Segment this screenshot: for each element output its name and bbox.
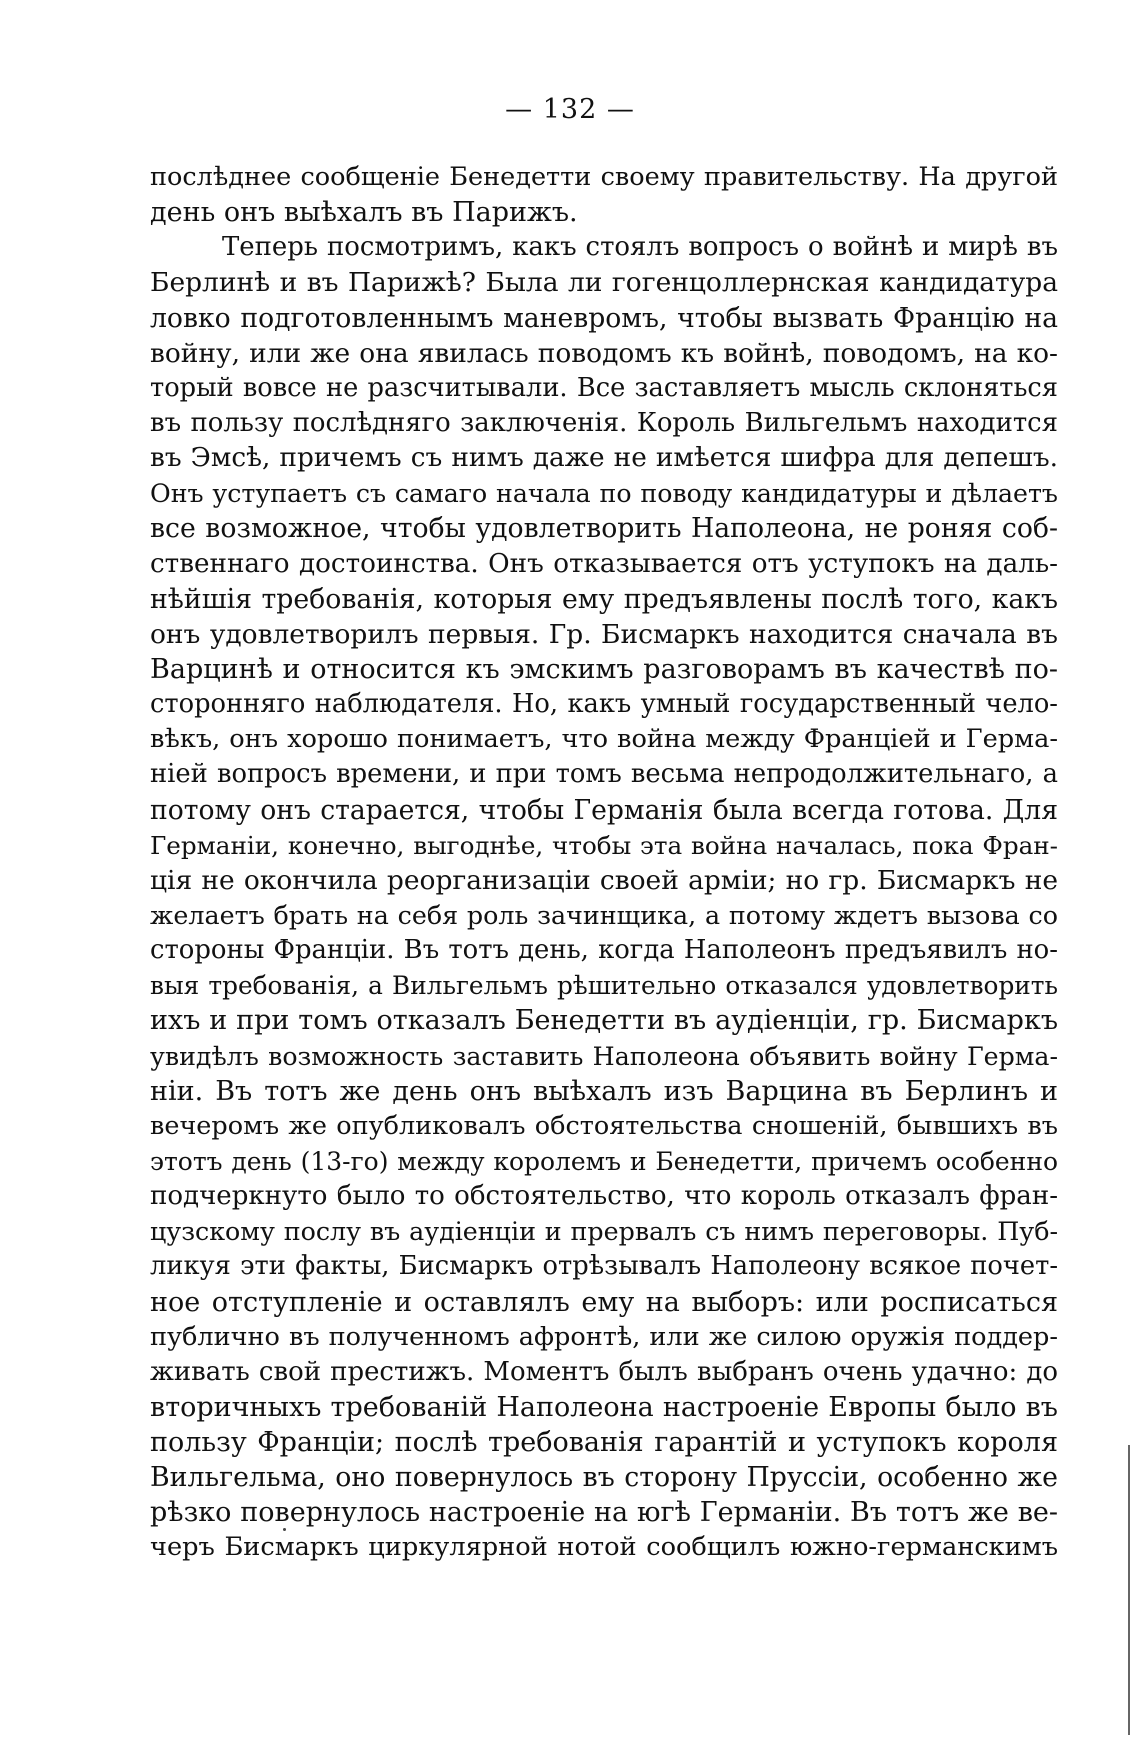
text-line: въ пользу послѣдняго заключенія. Король Вильгельмъ находится xyxy=(150,407,1058,438)
text-line: вечеромъ же опубликовалъ обстоятельства сношеній, бывшихъ въ xyxy=(150,1110,1058,1141)
text-line: пользу Франціи; послѣ требованія гарантій и уступокъ короля xyxy=(150,1427,1058,1459)
text-line: Теперь посмотримъ, какъ стоялъ вопросъ о войнѣ и мирѣ въ xyxy=(222,232,1058,263)
page-number: — 132 — xyxy=(505,94,635,125)
text-line: ловко подготовленнымъ маневромъ, чтобы вызвать Францію на xyxy=(150,302,1058,334)
text-line: Варцинѣ и относится къ эмскимъ разговорамъ въ качествѣ по- xyxy=(150,653,1058,685)
text-line: увидѣлъ возможность заставить Наполеона объявить войну Герма- xyxy=(150,1041,1058,1071)
text-line: вторичныхъ требованій Наполеона настроеніе Европы было въ xyxy=(150,1391,1058,1423)
text-line: публично въ полученномъ афронтѣ, или же силою оружія поддер- xyxy=(150,1321,1058,1352)
body-text xyxy=(150,160,1058,1566)
text-line: день онъ выѣхалъ въ Парижъ. xyxy=(150,197,578,229)
text-line: ція не окончила реорганизаціи своей арміи; но гр. Бисмаркъ не xyxy=(150,864,1058,896)
print-speck xyxy=(283,1528,286,1531)
text-line: Вильгельма, оно повернулось въ сторону Пруссіи, особенно же xyxy=(150,1462,1058,1494)
text-line: Онъ уступаетъ съ самаго начала по поводу кандидатуры и дѣлаетъ xyxy=(150,479,1058,509)
text-line: ственнаго достоинства. Онъ отказывается отъ уступокъ на даль- xyxy=(150,548,1058,579)
text-line: сторонняго наблюдателя. Но, какъ умный государственный чело- xyxy=(150,689,1058,720)
text-line: войну, или же она явилась поводомъ къ войнѣ, поводомъ, на ко- xyxy=(150,337,1058,369)
text-line: въ Эмсѣ, причемъ съ нимъ даже не имѣется шифра для депешъ. xyxy=(150,443,1058,474)
text-line: торый вовсе не разсчитывали. Все заставляетъ мысль склоняться xyxy=(150,372,1058,403)
text-line: нѣйшія требованія, которыя ему предъявлены послѣ того, какъ xyxy=(150,583,1058,615)
text-line: ніей вопросъ времени, и при томъ весьма непродолжительнаго, а xyxy=(150,759,1058,790)
scan-edge-mark xyxy=(1128,1445,1130,1735)
text-line: живать свой престижъ. Моментъ былъ выбранъ очень удачно: до xyxy=(150,1356,1058,1387)
text-line: Германіи, конечно, выгоднѣе, чтобы эта война началась, пока Фран- xyxy=(150,830,1058,860)
text-line: этотъ день (13-го) между королемъ и Бенедетти, причемъ особенно xyxy=(150,1146,1058,1176)
text-line: ихъ и при томъ отказалъ Бенедетти въ аудіенціи, гр. Бисмаркъ xyxy=(150,1005,1058,1037)
text-line: онъ удовлетворилъ первыя. Гр. Бисмаркъ находится сначала въ xyxy=(150,618,1058,650)
text-line: Берлинѣ и въ Парижѣ? Была ли гогенцоллернская кандидатура xyxy=(150,267,1058,299)
text-line: подчеркнуто было то обстоятельство, что король отказалъ фран- xyxy=(150,1181,1058,1212)
text-line: ное отступленіе и оставлялъ ему на выборъ: или росписаться xyxy=(150,1286,1058,1318)
text-line: стороны Франціи. Въ тотъ день, когда Наполеонъ предъявилъ но- xyxy=(150,935,1058,966)
text-line: цузскому послу въ аудіенціи и прервалъ съ нимъ переговоры. Пуб- xyxy=(150,1216,1058,1247)
text-line: ніи. Въ тотъ же день онъ выѣхалъ изъ Варцина въ Берлинъ и xyxy=(150,1075,1058,1107)
text-line: все возможное, чтобы удовлетворить Наполеона, не роняя соб- xyxy=(150,513,1058,545)
text-line: рѣзко повернулось настроеніе на югѣ Германіи. Въ тотъ же ве- xyxy=(150,1497,1058,1529)
text-line: потому онъ старается, чтобы Германія была всегда готова. Для xyxy=(150,794,1058,826)
text-line: черъ Бисмаркъ циркулярной нотой сообщилъ южно-германскимъ xyxy=(150,1532,1058,1563)
text-line: выя требованія, а Вильгельмъ рѣшительно отказался удовлетворить xyxy=(150,971,1058,1001)
text-line: желаетъ брать на себя роль зачинщика, а потому ждетъ вызова со xyxy=(150,899,1058,930)
text-line: вѣкъ, онъ хорошо понимаетъ, что война между Франціей и Герма- xyxy=(150,724,1058,755)
text-line: послѣднее сообщеніе Бенедетти своему правительству. На другой xyxy=(150,162,1058,192)
text-line: ликуя эти факты, Бисмаркъ отрѣзывалъ Наполеону всякое почет- xyxy=(150,1251,1058,1282)
